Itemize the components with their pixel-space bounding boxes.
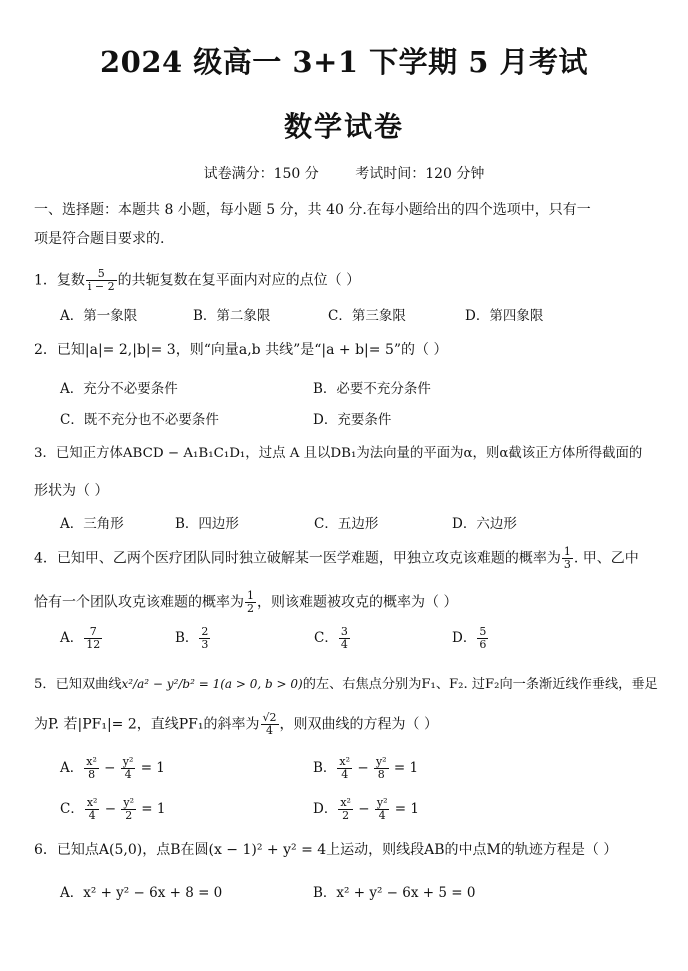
q5-d-n1: x²	[340, 796, 351, 809]
q3-option-b: B．四边形	[175, 516, 239, 532]
question-5-line1	[34, 674, 658, 695]
q5-option-b: B． $\frac{\text{x²}}{4}$ − $\frac{\text{y²}}{8}$ = 1	[313, 755, 419, 781]
q5-slope-den: 4	[266, 724, 273, 737]
q5-d-n2: y²	[376, 796, 388, 809]
q6-option-a: A．x² + y² − 6x + 8 = 0	[60, 885, 223, 901]
q4-d-label: D．	[452, 630, 477, 646]
q1-option-d: D．第四象限	[465, 308, 544, 324]
q5-d-d1: 2	[342, 809, 350, 822]
question-3-line1: 3．已知正方体ABCD − A₁B₁C₁D₁，过点 A 且以DB₁为法向量的平面为α，则α截该正方体所得截面的	[34, 446, 643, 461]
q4-line1-b: . 甲、乙中	[573, 550, 639, 567]
q4-option-a	[60, 626, 103, 651]
q5-c-frac1	[85, 797, 100, 822]
section-intro-line2: 项是符合题目要求的.	[34, 231, 165, 247]
exam-title: 2024 级高一 3+1 下学期 5 月考试	[99, 45, 589, 79]
q4-line2-fraction	[245, 590, 256, 615]
q6-option-b: B．x² + y² − 6x + 5 = 0	[313, 885, 476, 901]
q4-option-c	[314, 626, 351, 651]
question-2: 2．已知|a|= 2,|b|= 3，则“向量a,b 共线”是“|a + b|= 5”的（ ）	[34, 342, 448, 358]
q4-b-label: B．	[175, 630, 199, 646]
q4-a-label: A．	[60, 630, 84, 646]
q5-a-n2: y²	[122, 755, 134, 768]
q1-option-c: C．第三象限	[328, 308, 406, 324]
q1-option-b: B．第二象限	[193, 308, 271, 324]
q2-option-c: C．既不充分也不必要条件	[60, 412, 219, 428]
exam-time: 考试时间：120 分钟	[355, 166, 485, 182]
q5-line2-b: ，则双曲线的方程为（ ）	[279, 716, 438, 733]
q5-a-d2: 4	[124, 768, 132, 781]
q5-b-n1: x²	[339, 755, 351, 768]
q5-d-label: D．	[313, 801, 338, 817]
q1-prefix: 1．复数	[34, 272, 85, 289]
q4-line2-num: 1	[247, 589, 254, 602]
q5-a-n1: x²	[86, 755, 97, 768]
question-3-line2: 形状为（ ）	[34, 483, 109, 499]
question-1	[34, 268, 360, 293]
q4-line2-den: 2	[247, 602, 254, 615]
q5-option-c: C． $\frac{\text{x²}}{4}$ − $\frac{\text{y²}}{2}$ = 1	[60, 796, 166, 822]
q5-a-frac1	[84, 756, 99, 781]
q5-b-d2: 8	[377, 768, 385, 781]
q4-line1-den: 3	[563, 558, 571, 571]
q4-line1-num: 1	[563, 545, 571, 558]
q4-b-frac	[199, 626, 210, 651]
q5-slope-frac	[261, 712, 279, 737]
q4-line2-a: 恰有一个团队攻克该难题的概率为	[34, 594, 244, 611]
question-6: 6．已知点A(5,0)，点B在圆(x − 1)² + y² = 4上运动，则线段AB的中点M的轨迹方程是（ ）	[34, 842, 618, 858]
question-5-line2	[34, 712, 438, 737]
question-4-line1	[34, 546, 639, 571]
q5-b-d1: 4	[341, 768, 349, 781]
q4-a-num: 7	[84, 626, 102, 639]
q1-frac-num: 5	[86, 268, 117, 281]
section-intro-line1: 一、选择题：本题共 8 小题，每小题 5 分，共 40 分.在每小题给出的四个选项中，只有一	[34, 202, 591, 218]
q5-hyperbola-eq: x²/a² − y²/b² = 1(a > 0, b > 0)	[121, 677, 303, 691]
q2-option-d: D．充要条件	[313, 412, 392, 428]
q5-c-d1: 4	[88, 809, 96, 822]
q5-c-d2: 2	[125, 809, 133, 822]
q4-c-num: 3	[340, 625, 348, 638]
q4-line1-a: 4．已知甲、乙两个医疗团队同时独立破解某一医学难题，甲独立攻克该难题的概率为	[34, 550, 561, 567]
q5-line2-a: 为P. 若|PF₁|= 2，直线PF₁的斜率为	[34, 716, 260, 733]
q3-option-d: D．六边形	[452, 516, 517, 532]
q1-suffix: 的共轭复数在复平面内对应的点位（ ）	[117, 272, 361, 289]
q1-fraction	[86, 268, 117, 293]
exam-info	[0, 163, 688, 183]
q5-d-d2: 4	[378, 809, 386, 822]
q1-frac-den: i − 2	[87, 280, 115, 293]
full-score: 试卷满分：150 分	[203, 166, 319, 182]
q5-option-d: D． $\frac{\text{x²}}{2}$ − $\frac{\text{y²}}{4}$ = 1	[313, 796, 419, 822]
q5-b-n2: y²	[375, 755, 387, 768]
q5-d-frac1	[338, 797, 353, 822]
q5-a-frac2	[121, 756, 136, 781]
q4-c-frac	[339, 626, 350, 651]
question-4-line2	[34, 590, 457, 615]
q4-a-den: 12	[86, 638, 101, 651]
q2-option-b: B．必要不充分条件	[313, 381, 431, 397]
q4-b-num: 2	[201, 625, 209, 638]
q5-c-n2: y²	[123, 796, 134, 809]
q4-b-den: 3	[201, 638, 209, 651]
q5-c-label: C．	[60, 801, 84, 817]
exam-subtitle: 数学试卷	[283, 110, 404, 143]
q4-d-frac	[477, 626, 488, 651]
q5-c-frac2	[121, 797, 136, 822]
q5-option-a: A． $\frac{\text{x²}}{8}$ − $\frac{\text{y²}}{4}$ = 1	[60, 755, 165, 781]
q5-b-frac2	[374, 756, 389, 781]
q4-c-label: C．	[314, 630, 338, 646]
q4-option-b	[175, 626, 211, 651]
q3-option-a: A．三角形	[60, 516, 124, 532]
q5-a-d1: 8	[88, 768, 96, 781]
q3-option-c: C．五边形	[314, 516, 379, 532]
q4-option-d	[452, 626, 489, 651]
q4-d-num: 5	[479, 625, 487, 638]
q5-a-label: A．	[60, 760, 84, 776]
q5-b-label: B．	[313, 760, 337, 776]
q4-line2-b: ，则该难题被攻克的概率为（ ）	[257, 594, 458, 611]
q5-d-frac2	[375, 797, 390, 822]
q4-a-frac	[84, 626, 102, 651]
q5-line1-b: 的左、右焦点分别为F₁、F₂. 过F₂向一条渐近线作垂线，垂足	[302, 677, 658, 692]
q5-c-n1: x²	[86, 796, 98, 809]
q4-line1-fraction	[562, 546, 573, 571]
q4-c-den: 4	[340, 638, 348, 651]
q5-line1-a: 5．已知双曲线	[34, 677, 122, 692]
q4-d-den: 6	[479, 638, 487, 651]
q1-option-a: A．第一象限	[60, 308, 138, 324]
q5-b-frac1	[337, 756, 352, 781]
q2-option-a: A．充分不必要条件	[60, 381, 178, 397]
q5-slope-num: √2	[262, 711, 277, 724]
